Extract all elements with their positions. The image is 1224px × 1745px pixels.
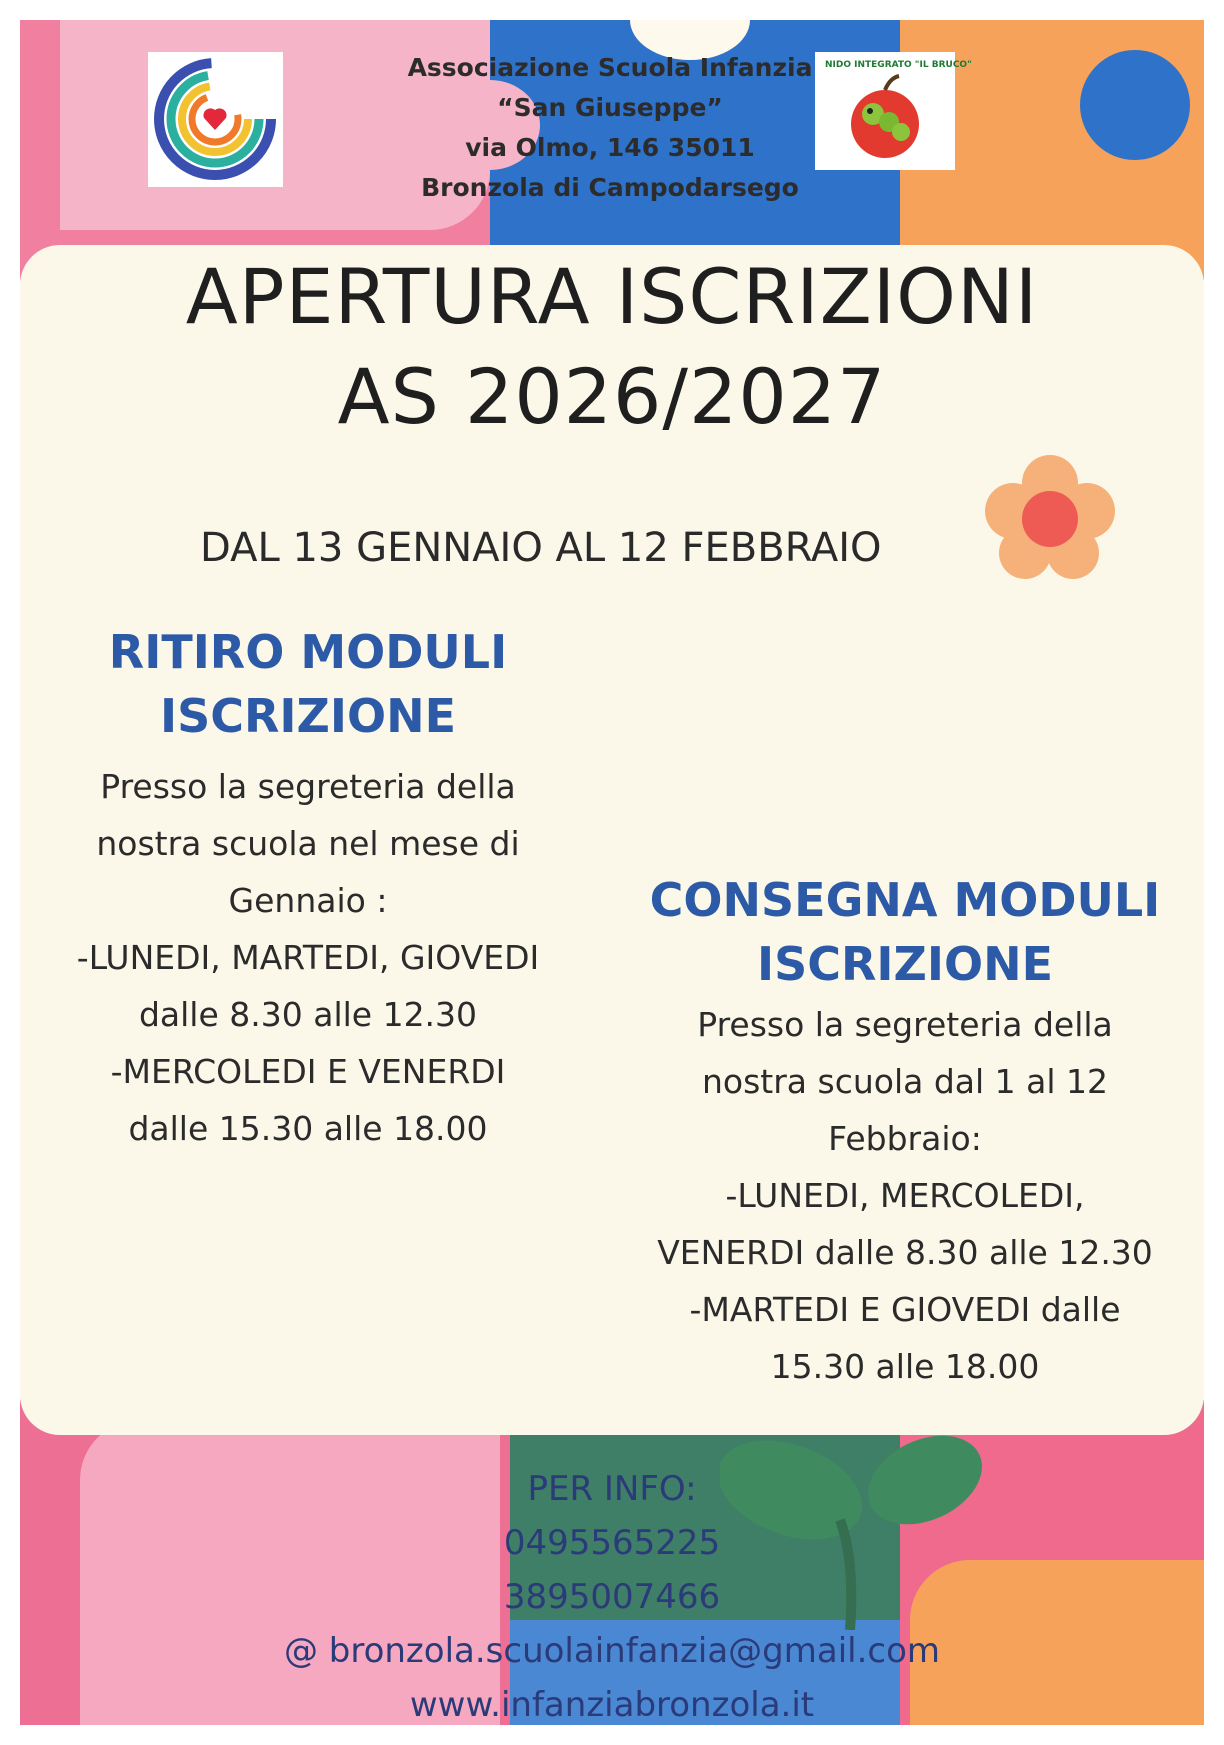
- ritiro-line: nostra scuola nel mese di: [96, 824, 520, 863]
- ritiro-line: Gennaio :: [228, 881, 388, 920]
- website-link[interactable]: www.infanziabronzola.it: [409, 1685, 815, 1725]
- address-line: “San Giuseppe”: [497, 93, 723, 122]
- consegna-line: -LUNEDI, MERCOLEDI,: [725, 1176, 1085, 1215]
- nido-logo-text: NIDO INTEGRATO "IL BRUCO": [825, 60, 972, 70]
- address-line: Associazione Scuola Infanzia: [407, 53, 813, 82]
- phone-number: 3895007466: [503, 1577, 721, 1617]
- enrollment-dates: DAL 13 GENNAIO AL 12 FEBBRAIO: [200, 525, 882, 571]
- flower-icon: [985, 455, 1115, 580]
- page-title-line1: APERTURA ISCRIZIONI: [185, 252, 1039, 341]
- school-logo: [148, 52, 283, 187]
- puzzle-knob: [1080, 50, 1190, 160]
- info-label: PER INFO:: [527, 1469, 697, 1509]
- ritiro-heading: ISCRIZIONE: [159, 689, 457, 743]
- consegna-heading: CONSEGNA MODULI: [649, 873, 1161, 927]
- contact-info: [20, 1462, 1204, 1725]
- spiral-logo-icon: [148, 52, 283, 187]
- consegna-line: -MARTEDI E GIOVEDI dalle: [689, 1290, 1121, 1329]
- consegna-line: VENERDI dalle 8.30 alle 12.30: [657, 1233, 1153, 1272]
- ritiro-line: dalle 8.30 alle 12.30: [138, 995, 478, 1034]
- consegna-line: Febbraio:: [828, 1119, 982, 1158]
- consegna-line: nostra scuola dal 1 al 12: [701, 1062, 1109, 1101]
- email-address[interactable]: @ bronzola.scuolainfanzia@gmail.com: [283, 1631, 941, 1671]
- page-title-line2: AS 2026/2027: [337, 352, 887, 441]
- ritiro-line: -LUNEDI, MARTEDI, GIOVEDI: [76, 938, 540, 977]
- ritiro-section: [48, 620, 568, 1157]
- consegna-section: [620, 868, 1190, 1395]
- ritiro-heading: RITIRO MODULI: [108, 625, 508, 679]
- address-line: Bronzola di Campodarsego: [421, 173, 799, 202]
- ritiro-line: -MERCOLEDI E VENERDI: [110, 1052, 506, 1091]
- address-line: via Olmo, 146 35011: [465, 133, 755, 162]
- flyer-page: [20, 20, 1204, 1725]
- consegna-line: Presso la segreteria della: [697, 1005, 1113, 1044]
- ritiro-line: dalle 15.30 alle 18.00: [128, 1109, 488, 1148]
- school-address: [330, 48, 890, 208]
- consegna-line: 15.30 alle 18.00: [770, 1347, 1040, 1386]
- consegna-heading: ISCRIZIONE: [756, 937, 1054, 991]
- ritiro-line: Presso la segreteria della: [100, 767, 516, 806]
- phone-number: 0495565225: [503, 1523, 721, 1563]
